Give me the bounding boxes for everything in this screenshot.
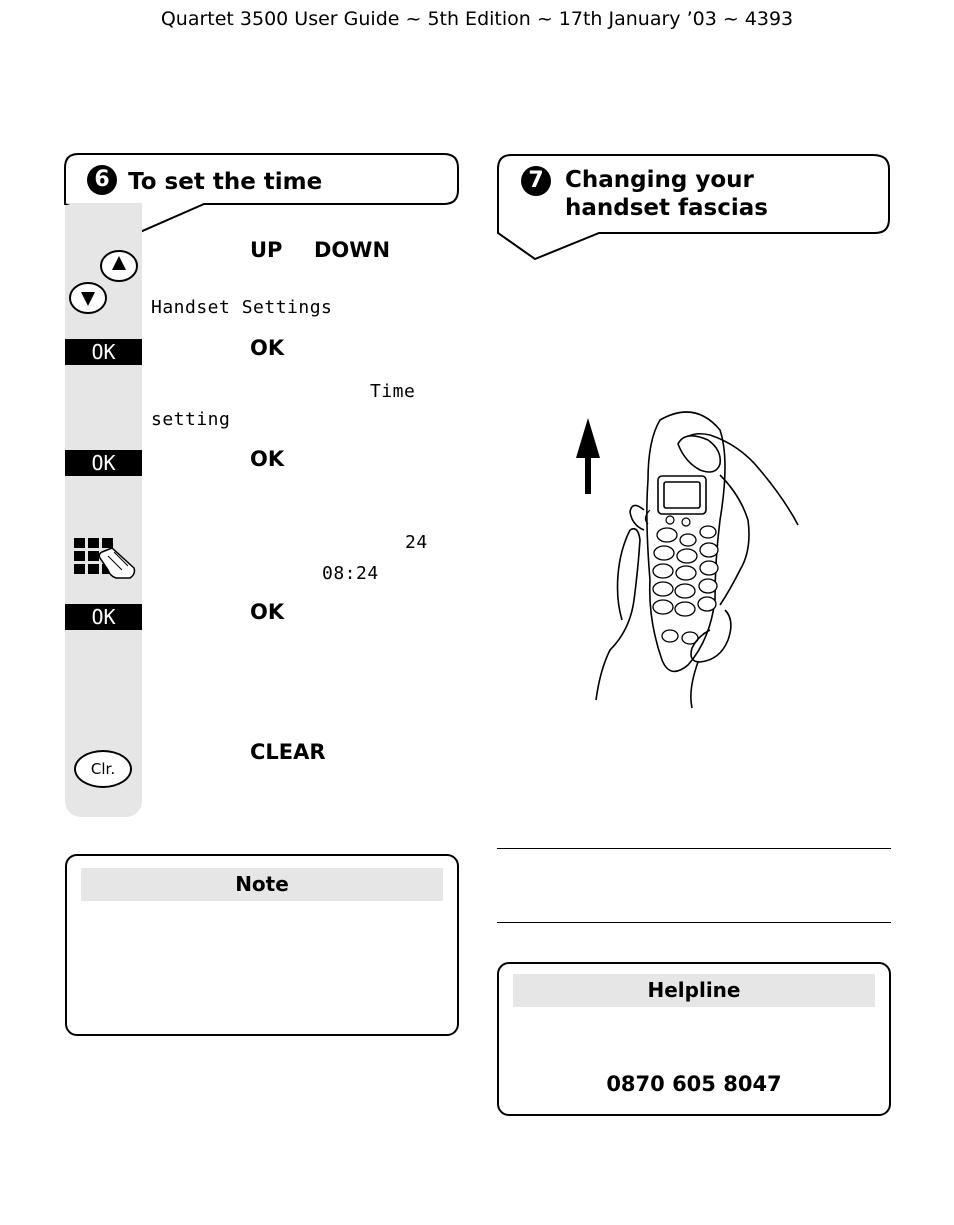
helpline-phone-number: 0870 605 8047 bbox=[606, 1072, 782, 1096]
section6-title: To set the time bbox=[128, 168, 323, 195]
divider-bottom bbox=[497, 922, 891, 923]
up-arrow-key-icon bbox=[101, 251, 137, 281]
lcd-24: 24 bbox=[405, 532, 428, 553]
step-number-badge: 7 bbox=[521, 166, 551, 196]
ok-key-icon: OK bbox=[65, 339, 142, 365]
clear-label: CLEAR bbox=[250, 740, 326, 764]
lcd-time: Time bbox=[370, 381, 416, 402]
step-number-badge: 6 bbox=[87, 165, 117, 195]
up-arrow-icon bbox=[576, 418, 600, 494]
section7-heading bbox=[521, 166, 861, 222]
helpline-title: Helpline bbox=[513, 974, 875, 1007]
up-down-keys-icon bbox=[68, 248, 142, 318]
lcd-handset-settings: Handset Settings bbox=[151, 297, 333, 318]
strip-notch bbox=[65, 203, 145, 233]
ok-label-2: OK bbox=[250, 447, 285, 471]
up-key-label: UP bbox=[250, 238, 283, 262]
down-key-label: DOWN bbox=[314, 238, 391, 262]
section6-heading bbox=[87, 165, 322, 196]
clear-key-icon: Clr. bbox=[74, 750, 132, 788]
ok-label-1: OK bbox=[250, 336, 285, 360]
running-head: Quartet 3500 User Guide ~ 5th Edition ~ 17th January ’03 ~ 4393 bbox=[160, 8, 794, 30]
keypad-press-icon bbox=[72, 536, 140, 584]
ok-key-icon: OK bbox=[65, 604, 142, 630]
note-box bbox=[65, 854, 459, 1036]
ok-key-icon: OK bbox=[65, 450, 142, 476]
section7-title: Changing your handset fascias bbox=[565, 167, 768, 221]
divider-top bbox=[497, 848, 891, 849]
ok-label-3: OK bbox=[250, 600, 285, 624]
down-arrow-key-icon bbox=[70, 283, 106, 313]
handset-fascia-illustration bbox=[570, 400, 810, 710]
lcd-setting: setting bbox=[151, 409, 231, 430]
lcd-0824: 08:24 bbox=[322, 563, 379, 584]
helpline-box bbox=[497, 962, 891, 1116]
note-title: Note bbox=[81, 868, 443, 901]
